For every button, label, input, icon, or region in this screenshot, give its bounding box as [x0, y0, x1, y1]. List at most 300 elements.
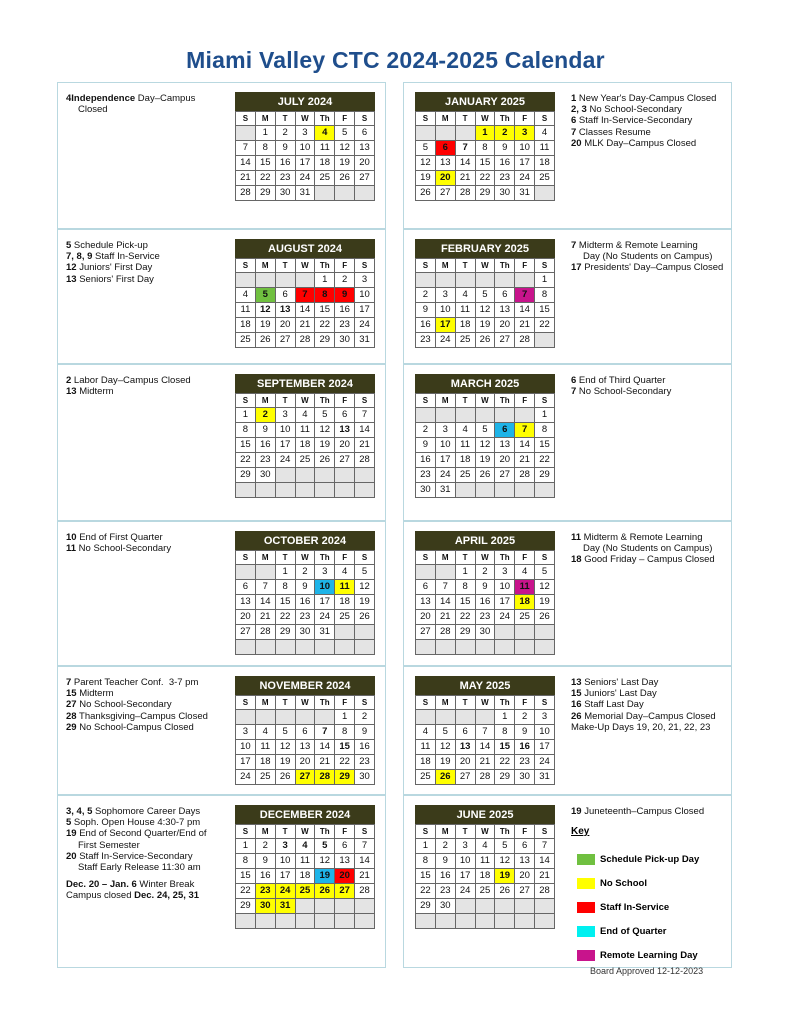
empty-day-cell [455, 899, 475, 914]
note-text: Good Friday – Campus Closed [581, 554, 715, 566]
day-cell: 13 [455, 740, 475, 755]
left-notes-1 [66, 240, 160, 285]
day-cell: 26 [335, 171, 355, 186]
day-cell: 7 [255, 580, 275, 595]
weekday-header: F [335, 394, 355, 408]
weekday-header-row [236, 394, 375, 408]
week-row [236, 468, 375, 483]
weekday-header: S [236, 259, 256, 273]
month-title: JANUARY 2025 [415, 92, 555, 111]
empty-day-cell [295, 914, 315, 929]
note-line [66, 104, 195, 115]
weekday-header-row [416, 112, 555, 126]
note-text: Midterm & Remote Learning [576, 240, 698, 251]
empty-day-cell [355, 186, 375, 201]
weekday-header-row [236, 259, 375, 273]
day-cell: 29 [335, 770, 355, 785]
weekday-header: M [435, 394, 455, 408]
note-text: Seniors' Last Day [581, 677, 659, 688]
day-cell: 11 [295, 423, 315, 438]
day-cell: 13 [515, 854, 535, 869]
day-cell: 31 [315, 625, 335, 640]
day-cell: 13 [495, 303, 515, 318]
note-text: Day (No Students on Campus) [583, 543, 713, 555]
day-cell: 30 [275, 186, 295, 201]
week-row [416, 288, 555, 303]
note-line [66, 375, 191, 386]
day-cell: 18 [515, 595, 535, 610]
day-cell: 19 [475, 318, 495, 333]
day-cell: 2 [255, 839, 275, 854]
day-cell: 20 [275, 318, 295, 333]
day-cell: 4 [455, 423, 475, 438]
day-cell: 3 [435, 288, 455, 303]
day-cell: 5 [416, 141, 436, 156]
day-cell: 3 [315, 565, 335, 580]
empty-day-cell [535, 333, 555, 348]
empty-day-cell [275, 468, 295, 483]
key-label: Schedule Pick-up Day [600, 853, 700, 865]
day-cell: 11 [455, 303, 475, 318]
day-cell: 23 [295, 610, 315, 625]
right-month-calendar [415, 805, 555, 929]
day-cell: 28 [515, 333, 535, 348]
day-cell: 26 [255, 333, 275, 348]
left-month-calendar [235, 531, 375, 655]
day-cell: 28 [435, 625, 455, 640]
day-cell: 5 [535, 565, 555, 580]
day-cell: 14 [255, 595, 275, 610]
note-line [66, 890, 207, 901]
day-cell: 9 [416, 438, 436, 453]
weekday-header: F [515, 551, 535, 565]
day-cell: 10 [236, 740, 256, 755]
day-cell: 29 [236, 468, 256, 483]
weekday-header: S [416, 696, 436, 710]
day-cell: 7 [236, 141, 256, 156]
day-cell: 5 [275, 725, 295, 740]
note-text: Midterm & Remote Learning [581, 532, 703, 543]
day-cell: 1 [315, 273, 335, 288]
day-cell: 1 [535, 408, 555, 423]
note-text: Day (No Students on Campus) [583, 251, 713, 263]
day-cell: 24 [435, 333, 455, 348]
week-row [416, 854, 555, 869]
day-cell: 22 [475, 171, 495, 186]
empty-day-cell [255, 914, 275, 929]
weekday-header: S [236, 825, 256, 839]
day-cell: 17 [236, 755, 256, 770]
day-cell: 25 [236, 333, 256, 348]
week-row [236, 869, 375, 884]
empty-day-cell [315, 710, 335, 725]
empty-day-cell [455, 710, 475, 725]
note-line [571, 699, 716, 710]
weekday-header-row [416, 825, 555, 839]
empty-day-cell [335, 640, 355, 655]
day-cell: 21 [455, 171, 475, 186]
empty-day-cell [455, 640, 475, 655]
day-cell: 23 [255, 884, 275, 899]
right-month-calendar [415, 676, 555, 785]
note-text: New Year's Day-Campus Closed [576, 93, 717, 104]
day-cell: 8 [275, 580, 295, 595]
month-grid [235, 393, 375, 498]
day-cell: 22 [315, 318, 335, 333]
empty-day-cell [275, 483, 295, 498]
day-cell: 29 [236, 899, 256, 914]
day-cell: 17 [435, 453, 455, 468]
right-notes-5 [571, 806, 704, 817]
day-cell: 13 [295, 740, 315, 755]
empty-day-cell [515, 899, 535, 914]
note-date: 20 [66, 850, 77, 862]
day-cell: 28 [515, 468, 535, 483]
note-date: 13 [571, 677, 582, 688]
note-line [66, 722, 208, 733]
weekday-header: S [355, 551, 375, 565]
day-cell: 3 [535, 710, 555, 725]
note-line [571, 711, 716, 722]
empty-day-cell [335, 914, 355, 929]
weekday-header: T [455, 112, 475, 126]
empty-day-cell [515, 408, 535, 423]
week-row [416, 740, 555, 755]
empty-day-cell [255, 640, 275, 655]
right-month-calendar [415, 531, 555, 655]
note-text: Midterm [76, 688, 114, 700]
right-notes-2 [571, 375, 671, 397]
weekday-header: M [435, 825, 455, 839]
day-cell: 25 [255, 770, 275, 785]
week-row [236, 333, 375, 348]
day-cell: 23 [335, 318, 355, 333]
note-line [66, 251, 160, 262]
week-row [236, 565, 375, 580]
weekday-header: W [295, 394, 315, 408]
month-title: APRIL 2025 [415, 531, 555, 550]
day-cell: 22 [236, 453, 256, 468]
week-row [416, 640, 555, 655]
day-cell: 13 [335, 854, 355, 869]
day-cell: 24 [495, 610, 515, 625]
week-row [416, 186, 555, 201]
note-line [66, 862, 207, 873]
day-cell: 16 [255, 438, 275, 453]
day-cell: 26 [416, 186, 436, 201]
day-cell: 28 [255, 625, 275, 640]
note-date: 16 [571, 699, 582, 711]
day-cell: 17 [535, 740, 555, 755]
weekday-header: T [275, 112, 295, 126]
note-text: Juniors' Last Day [581, 688, 657, 700]
day-cell: 13 [335, 423, 355, 438]
weekday-header: S [416, 551, 436, 565]
note-line [66, 840, 207, 851]
key-swatch [577, 926, 595, 937]
note-text: Staff Early Release 11:30 am [78, 862, 201, 874]
day-cell: 22 [416, 884, 436, 899]
note-text: No School-Campus Closed [76, 721, 194, 733]
empty-day-cell [255, 273, 275, 288]
day-cell: 9 [255, 423, 275, 438]
day-cell: 21 [315, 755, 335, 770]
day-cell: 19 [355, 595, 375, 610]
note-date: 6 [571, 375, 577, 386]
day-cell: 3 [495, 565, 515, 580]
day-cell: 3 [236, 725, 256, 740]
note-line [66, 828, 207, 839]
day-cell: 3 [435, 423, 455, 438]
empty-day-cell [295, 899, 315, 914]
day-cell: 11 [315, 141, 335, 156]
day-cell: 7 [475, 725, 495, 740]
day-cell: 25 [335, 610, 355, 625]
day-cell: 28 [475, 770, 495, 785]
month-title: NOVEMBER 2024 [235, 676, 375, 695]
empty-day-cell [236, 483, 256, 498]
key-item [571, 847, 699, 871]
weekday-header: F [515, 259, 535, 273]
day-cell: 23 [495, 171, 515, 186]
empty-day-cell [275, 273, 295, 288]
day-cell: 4 [455, 288, 475, 303]
day-cell: 31 [355, 333, 375, 348]
day-cell: 7 [515, 288, 535, 303]
day-cell: 10 [295, 141, 315, 156]
month-grid [415, 393, 555, 498]
day-cell: 24 [315, 610, 335, 625]
day-cell: 8 [315, 288, 335, 303]
note-line [571, 722, 716, 733]
weekday-header-row [416, 259, 555, 273]
day-cell: 9 [295, 580, 315, 595]
day-cell: 7 [515, 423, 535, 438]
weekday-header: W [475, 394, 495, 408]
board-approved-footer: Board Approved 12-12-2023 [590, 966, 704, 976]
day-cell: 21 [515, 453, 535, 468]
left-month-calendar [235, 676, 375, 785]
day-cell: 5 [315, 839, 335, 854]
day-cell: 4 [295, 408, 315, 423]
page-title: Miami Valley CTC 2024-2025 Calendar [186, 47, 605, 73]
week-row [236, 839, 375, 854]
day-cell: 27 [416, 625, 436, 640]
day-cell: 25 [455, 333, 475, 348]
weekday-header: S [535, 112, 555, 126]
day-cell: 20 [295, 755, 315, 770]
empty-day-cell [236, 710, 256, 725]
weekday-header: T [455, 259, 475, 273]
day-cell: 6 [335, 839, 355, 854]
day-cell: 26 [475, 333, 495, 348]
day-cell: 4 [315, 126, 335, 141]
note-line [571, 688, 716, 699]
day-cell: 30 [255, 899, 275, 914]
day-cell: 25 [295, 453, 315, 468]
week-row [236, 273, 375, 288]
weekday-header: W [295, 112, 315, 126]
note-line [571, 262, 723, 273]
key-swatch [577, 854, 595, 865]
empty-day-cell [355, 483, 375, 498]
day-cell: 2 [475, 565, 495, 580]
day-cell: 25 [295, 884, 315, 899]
left-notes-0 [66, 93, 195, 115]
note-date: 7 [571, 240, 577, 251]
day-cell: 28 [315, 770, 335, 785]
day-cell: 9 [275, 141, 295, 156]
day-cell: 5 [355, 565, 375, 580]
day-cell: 16 [435, 869, 455, 884]
empty-day-cell [455, 914, 475, 929]
day-cell: 12 [475, 303, 495, 318]
empty-day-cell [515, 273, 535, 288]
day-cell: 11 [255, 740, 275, 755]
day-cell: 7 [455, 141, 475, 156]
weekday-header-row [416, 394, 555, 408]
weekday-header: W [475, 696, 495, 710]
weekday-header: W [295, 259, 315, 273]
note-text: Juneteenth–Campus Closed [581, 806, 705, 817]
day-cell: 19 [416, 171, 436, 186]
day-cell: 10 [435, 438, 455, 453]
weekday-header: F [335, 259, 355, 273]
empty-day-cell [435, 565, 455, 580]
day-cell: 8 [495, 725, 515, 740]
note-text: Closed [78, 104, 108, 116]
day-cell: 20 [455, 755, 475, 770]
day-cell: 29 [315, 333, 335, 348]
empty-day-cell [295, 710, 315, 725]
note-date: 20 [571, 137, 582, 149]
month-grid [235, 111, 375, 201]
week-row [416, 869, 555, 884]
empty-day-cell [455, 126, 475, 141]
note-date: 2, 3 [571, 104, 587, 116]
day-cell: 1 [335, 710, 355, 725]
note-text: Sophomore Career Days [92, 806, 201, 817]
week-row [416, 408, 555, 423]
day-cell: 24 [535, 755, 555, 770]
day-cell: 27 [435, 186, 455, 201]
day-cell: 14 [535, 854, 555, 869]
day-cell: 15 [236, 869, 256, 884]
note-line [66, 699, 208, 710]
day-cell: 18 [295, 438, 315, 453]
day-cell: 4 [475, 839, 495, 854]
day-cell: 13 [416, 595, 436, 610]
key-title: Key [571, 826, 590, 837]
week-row [416, 625, 555, 640]
day-cell: 28 [295, 333, 315, 348]
week-row [236, 438, 375, 453]
week-row [416, 755, 555, 770]
empty-day-cell [495, 625, 515, 640]
empty-day-cell [416, 914, 436, 929]
note-line [571, 554, 715, 565]
day-cell: 3 [295, 126, 315, 141]
weekday-header: F [335, 825, 355, 839]
day-cell: 7 [355, 408, 375, 423]
day-cell: 7 [435, 580, 455, 595]
day-cell: 22 [335, 755, 355, 770]
day-cell: 15 [455, 595, 475, 610]
day-cell: 17 [315, 595, 335, 610]
weekday-header: Th [315, 259, 335, 273]
weekday-header: S [236, 394, 256, 408]
month-grid [235, 550, 375, 655]
week-row [236, 595, 375, 610]
note-text: No School-Secondary [76, 699, 172, 711]
empty-day-cell [275, 914, 295, 929]
empty-day-cell [435, 408, 455, 423]
note-line [571, 543, 715, 554]
day-cell: 22 [275, 610, 295, 625]
day-cell: 15 [236, 438, 256, 453]
day-cell: 14 [515, 303, 535, 318]
month-grid [415, 258, 555, 348]
day-cell: 2 [515, 710, 535, 725]
key-item [571, 871, 699, 895]
note-text: Staff In-Service-Secondary [76, 850, 193, 862]
day-cell: 1 [236, 408, 256, 423]
week-row [416, 171, 555, 186]
day-cell: 26 [475, 468, 495, 483]
note-text: No School-Secondary [76, 543, 172, 555]
note-text: Staff In-Service-Secondary [576, 115, 693, 127]
weekday-header: Th [315, 696, 335, 710]
day-cell: 3 [275, 839, 295, 854]
empty-day-cell [355, 468, 375, 483]
month-grid [235, 695, 375, 785]
day-cell: 31 [275, 899, 295, 914]
empty-day-cell [515, 483, 535, 498]
empty-day-cell [255, 565, 275, 580]
empty-day-cell [495, 914, 515, 929]
empty-day-cell [275, 640, 295, 655]
note-text: Campus closed [66, 890, 135, 902]
weekday-header: M [255, 259, 275, 273]
day-cell: 1 [455, 565, 475, 580]
note-date: 7 [571, 386, 577, 398]
note-text: First Semester [78, 839, 140, 851]
week-row [416, 610, 555, 625]
week-row [416, 453, 555, 468]
day-cell: 30 [435, 899, 455, 914]
note-date: 4 [66, 93, 72, 104]
day-cell: 26 [535, 610, 555, 625]
week-row [416, 438, 555, 453]
day-cell: 30 [255, 468, 275, 483]
note-date: 27 [66, 699, 77, 711]
note-date: 3, 4, 5 [66, 806, 93, 817]
empty-day-cell [475, 408, 495, 423]
day-cell: 16 [495, 156, 515, 171]
day-cell: 31 [295, 186, 315, 201]
day-cell: 22 [236, 884, 256, 899]
month-title: MAY 2025 [415, 676, 555, 695]
day-cell: 21 [515, 318, 535, 333]
day-cell: 30 [295, 625, 315, 640]
day-cell: 9 [255, 854, 275, 869]
day-cell: 22 [495, 755, 515, 770]
day-cell: 15 [475, 156, 495, 171]
day-cell: 15 [315, 303, 335, 318]
note-text: Winter Break [136, 879, 195, 891]
empty-day-cell [236, 126, 256, 141]
weekday-header: W [475, 825, 495, 839]
